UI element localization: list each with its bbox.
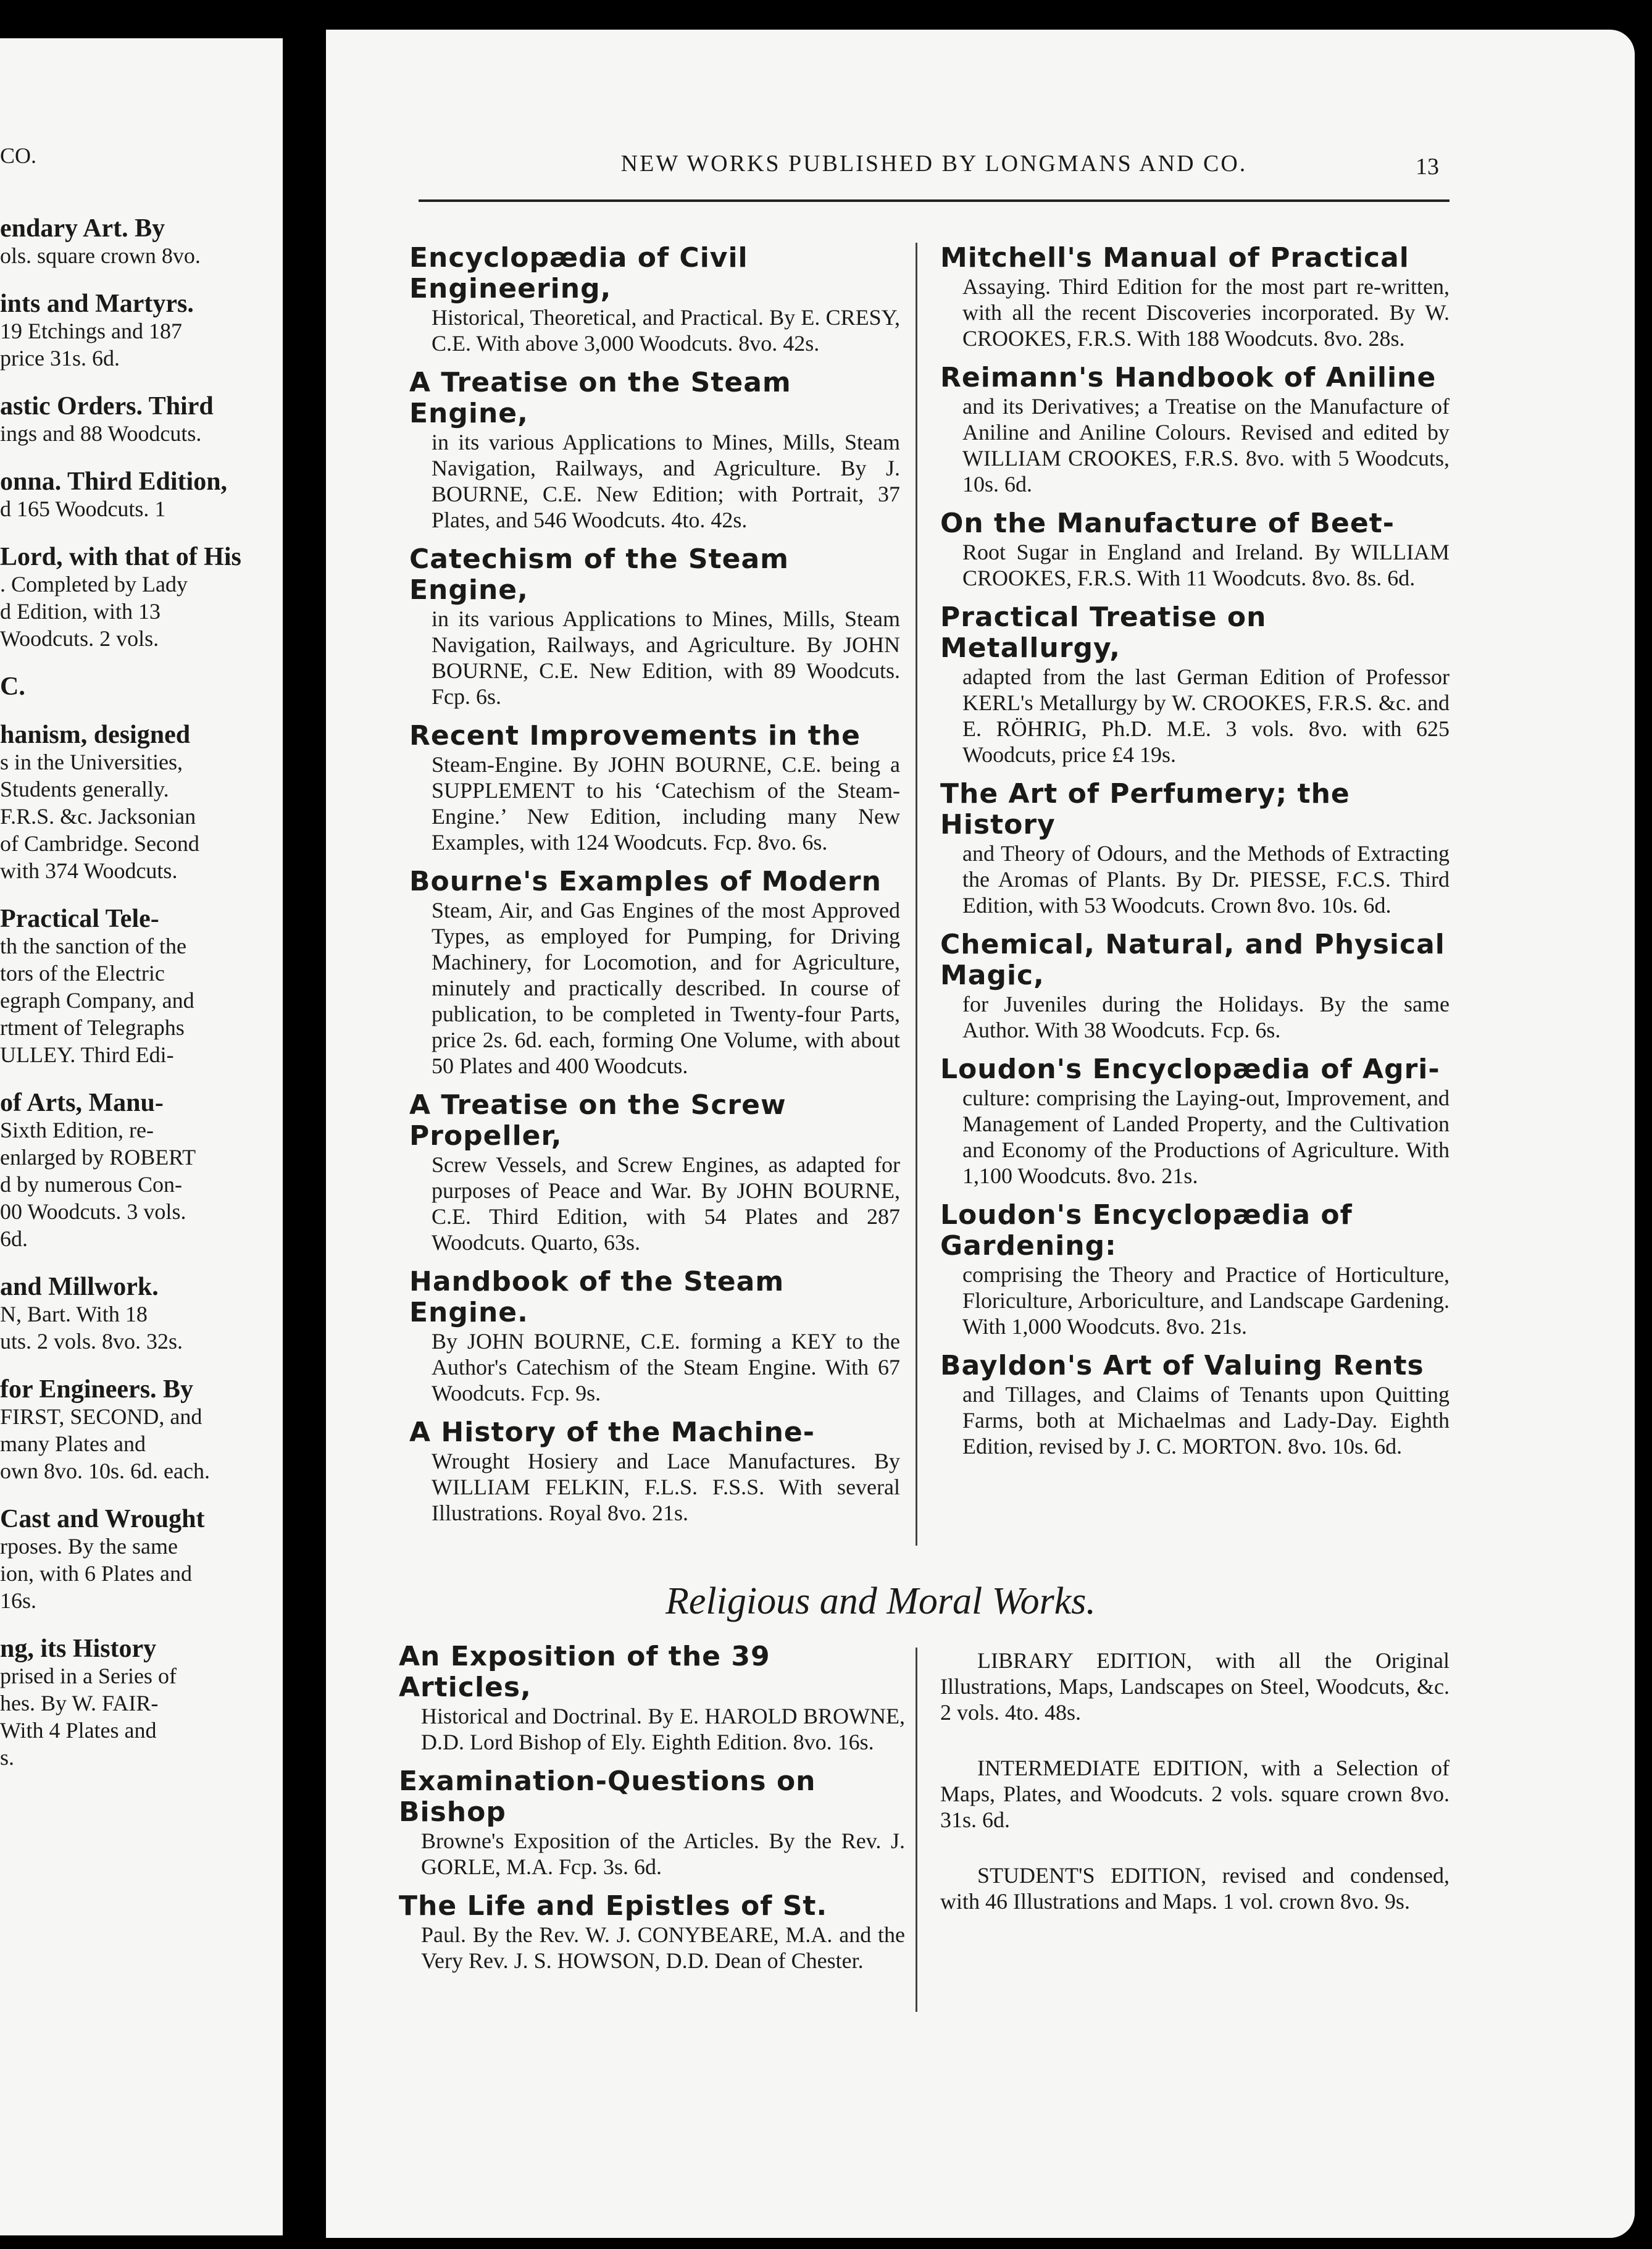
left-page-line: hanism, designed (0, 721, 191, 749)
entry-description: in its various Applications to Mines, Mills, Steam Navigation, Railways, and Agriculture. By JOHN BOURNE, C.E. New Edition, with 89 Woodcuts. Fcp. 6s. (432, 606, 900, 709)
entry-title: Loudon's Encyclopædia of Agri- (940, 1053, 1440, 1085)
book-entry (399, 1641, 905, 1755)
left-page-line: onna. Third Edition, (0, 467, 228, 496)
entry-description: adapted from the last German Edition of Professor KERL's Metallurgy by W. CROOKES, F.R.S. &c. and E. RÖHRIG, Ph.D. M.E. 3 vols. 8vo. with 625 Woodcuts, price £4 19s. (962, 664, 1450, 767)
book-entry (409, 1417, 900, 1526)
left-page-line: ULLEY. Third Edi- (0, 1042, 174, 1067)
left-page-line: d 165 Woodcuts. 1 (0, 496, 166, 521)
entry-description: in its various Applications to Mines, Mills, Steam Navigation, Railways, and Agriculture. By J. BOURNE, C.E. New Edition; with Portrait, 37 Plates, and 546 Woodcuts. 4to. 42s. (432, 430, 900, 532)
book-entry (409, 243, 900, 356)
left-page-line: ion, with 6 Plates and (0, 1561, 192, 1586)
left-page-line: hes. By W. FAIR- (0, 1691, 159, 1715)
entry-title: Bourne's Examples of Modern (409, 866, 882, 897)
book-entry (409, 1267, 900, 1406)
entry-description: and Theory of Odours, and the Methods of Extracting the Aromas of Plants. By Dr. PIESSE, F.C.S. Third Edition, with 53 Woodcuts. Crown 8vo. 10s. 6d. (962, 841, 1450, 918)
entry-title: The Life and Epistles of St. (399, 1890, 828, 1922)
entry-title: Chemical, Natural, and Physical Magic, (940, 929, 1445, 991)
book-page (326, 30, 1635, 2238)
book-entry (399, 1891, 905, 1974)
book-entry (409, 866, 900, 1079)
page-number: 13 (1416, 154, 1439, 180)
left-page-line: price 31s. 6d. (0, 346, 120, 371)
left-page-line: Sixth Edition, re- (0, 1118, 154, 1142)
entry-description: culture: comprising the Laying-out, Improvement, and Management of Landed Property, and the Cultivation and Economy of the Productions of Agriculture. With 1,100 Woodcuts. 8vo. 21s. (962, 1086, 1450, 1188)
book-entry (940, 243, 1450, 351)
left-page-line: s. (0, 1745, 15, 1770)
left-page-line: With 4 Plates and (0, 1718, 157, 1743)
left-page-line: for Engineers. By (0, 1375, 194, 1404)
edition-note: INTERMEDIATE EDITION, with a Selection of Maps, Plates, and Woodcuts. 2 vols. square crown 8vo. 31s. 6d. (940, 1756, 1450, 1832)
left-page-line: Students generally. (0, 777, 169, 802)
entry-description: and its Derivatives; a Treatise on the Manufacture of Aniline and Aniline Colours. Revised and edited by WILLIAM CROOKES, F.R.S. 8vo. with 5 Woodcuts, 10s. 6d. (962, 394, 1450, 496)
entry-title: A Treatise on the Steam Engine, (409, 367, 791, 429)
book-entry (409, 544, 900, 710)
left-page-line: tors of the Electric (0, 961, 165, 986)
book-entry (940, 362, 1450, 497)
entry-title: An Exposition of the 39 Articles, (399, 1641, 770, 1703)
entry-title: A History of the Machine- (409, 1417, 816, 1448)
entry-description: comprising the Theory and Practice of Horticulture, Floriculture, Arboriculture, and Landscape Gardening. With 1,000 Woodcuts. 8vo. 21s. (962, 1262, 1450, 1339)
left-page-line: Cast and Wrought (0, 1505, 205, 1533)
left-page-line: CO. (0, 143, 37, 168)
left-page-line: C. (0, 672, 25, 701)
edition-note: LIBRARY EDITION, with all the Original Illustrations, Maps, Landscapes on Steel, Woodcuts, &c. 2 vols. 4to. 48s. (940, 1648, 1450, 1725)
left-page-line: 16s. (0, 1588, 37, 1613)
left-page-line: own 8vo. 10s. 6d. each. (0, 1459, 210, 1483)
running-header: NEW WORKS PUBLISHED BY LONGMANS AND CO. (620, 151, 1248, 177)
book-entry (940, 929, 1450, 1043)
entry-description: Steam-Engine. By JOHN BOURNE, C.E. being a SUPPLEMENT to his ‘Catechism of the Steam-Engine.’ New Edition, including many New Examples, with 124 Woodcuts. Fcp. 8vo. 6s. (432, 752, 900, 855)
entry-description: for Juveniles during the Holidays. By the same Author. With 38 Woodcuts. Fcp. 6s. (962, 992, 1450, 1042)
entry-description: Paul. By the Rev. W. J. CONYBEARE, M.A. and the Very Rev. J. S. HOWSON, D.D. Dean of Chester. (421, 1922, 905, 1973)
book-entry (399, 1766, 905, 1880)
left-page-line: prised in a Series of (0, 1664, 177, 1688)
entry-description: Browne's Exposition of the Articles. By the Rev. J. GORLE, M.A. Fcp. 3s. 6d. (421, 1828, 905, 1879)
left-page-line: astic Orders. Third (0, 392, 214, 421)
book-entry (409, 1090, 900, 1255)
left-page-line: ols. square crown 8vo. (0, 243, 201, 268)
left-page-line: th the sanction of the (0, 934, 186, 958)
book-entry (940, 508, 1450, 591)
left-page-line: egraph Company, and (0, 988, 194, 1013)
entry-title: On the Manufacture of Beet- (940, 508, 1395, 539)
left-page-line: 19 Etchings and 187 (0, 319, 182, 343)
entry-title: Mitchell's Manual of Practical (940, 242, 1409, 274)
left-page-line: with 374 Woodcuts. (0, 858, 178, 883)
entry-title: Handbook of the Steam Engine. (409, 1266, 785, 1328)
left-page-line: FIRST, SECOND, and (0, 1404, 202, 1429)
entry-title: Catechism of the Steam Engine, (409, 543, 790, 606)
book-entry (409, 367, 900, 533)
entry-description: Steam, Air, and Gas Engines of the most Approved Types, as employed for Pumping, for Driving Machinery, for Locomotion, and for Agriculture, minutely and practically described. In course of publication, to be completed in Twenty-four Parts, price 2s. 6d. each, forming One Volume, with about 50 Plates and 400 Woodcuts. (432, 898, 900, 1078)
entry-description: Historical and Doctrinal. By E. HAROLD BROWNE, D.D. Lord Bishop of Ely. Eighth Edition. 8vo. 16s. (421, 1704, 905, 1754)
left-page-line: rposes. By the same (0, 1534, 178, 1559)
entry-title: A Treatise on the Screw Propeller, (409, 1089, 786, 1152)
left-page-line: endary Art. By (0, 214, 165, 243)
entry-title: Bayldon's Art of Valuing Rents (940, 1350, 1424, 1381)
left-page-line: 00 Woodcuts. 3 vols. (0, 1199, 186, 1224)
left-column (409, 243, 900, 1537)
entry-description: Historical, Theoretical, and Practical. By E. CRESY, C.E. With above 3,000 Woodcuts. 8vo. 42s. (432, 305, 900, 356)
religious-left-column (399, 1641, 905, 1985)
left-page-line: Woodcuts. 2 vols. (0, 626, 159, 651)
entry-description: Screw Vessels, and Screw Engines, as adapted for purposes of Peace and War. By JOHN BOURNE, C.E. Third Edition, with 54 Plates and 287 Woodcuts. Quarto, 63s. (432, 1152, 900, 1255)
left-page-line: . Completed by Lady (0, 572, 188, 597)
book-entry (940, 1054, 1450, 1189)
left-page-line: Practical Tele- (0, 905, 159, 933)
right-column (940, 243, 1450, 1470)
section-heading: Religious and Moral Works. (665, 1580, 1096, 1622)
left-page-line: ng, its History (0, 1635, 157, 1663)
left-page-line: uts. 2 vols. 8vo. 32s. (0, 1329, 183, 1354)
entry-title: Recent Improvements in the (409, 720, 861, 752)
book-entry (940, 779, 1450, 918)
column-divider-lower (916, 1648, 917, 2012)
entry-description: and Tillages, and Claims of Tenants upon Quitting Farms, both at Michaelmas and Lady-Day. Eighth Edition, revised by J. C. MORTON. 8vo. 10s. 6d. (962, 1382, 1450, 1459)
column-divider (916, 243, 917, 1546)
left-page-line: d Edition, with 13 (0, 599, 161, 624)
book-entry (940, 1200, 1450, 1339)
entry-description: By JOHN BOURNE, C.E. forming a KEY to the Author's Catechism of the Steam Engine. With 67 Woodcuts. Fcp. 9s. (432, 1329, 900, 1405)
left-page-line: N, Bart. With 18 (0, 1302, 148, 1326)
entry-description: Wrought Hosiery and Lace Manufactures. By WILLIAM FELKIN, F.L.S. F.S.S. With several Illustrations. Royal 8vo. 21s. (432, 1449, 900, 1525)
left-page-line: rtment of Telegraphs (0, 1015, 185, 1040)
left-page-line: F.R.S. &c. Jacksonian (0, 804, 196, 829)
left-page-line: s in the Universities, (0, 750, 183, 774)
header-rule (419, 199, 1450, 202)
entry-title: Practical Treatise on Metallurgy, (940, 601, 1267, 664)
book-gutter (283, 37, 326, 2237)
book-entry (409, 721, 900, 855)
left-page-line: ints and Martyrs. (0, 290, 194, 318)
left-page-line: Lord, with that of His (0, 543, 241, 571)
entry-title: Encyclopædia of Civil Engineering, (409, 242, 748, 304)
entry-title: The Art of Perfumery; the History (940, 778, 1350, 840)
left-page-line: and Millwork. (0, 1273, 159, 1301)
entry-description: Assaying. Third Edition for the most part re-written, with all the recent Discoveries incorporated. By W. CROOKES, F.R.S. With 188 Woodcuts. 8vo. 28s. (962, 274, 1450, 351)
book-entry (940, 1351, 1450, 1459)
left-page-line: ings and 88 Woodcuts. (0, 421, 202, 446)
religious-right-column (940, 1648, 1450, 1944)
book-entry (940, 602, 1450, 768)
left-page-fragment (0, 38, 283, 2235)
entry-title: Loudon's Encyclopædia of Gardening: (940, 1199, 1353, 1262)
edition-note: STUDENT'S EDITION, revised and condensed, with 46 Illustrations and Maps. 1 vol. crown 8vo. 9s. (940, 1863, 1450, 1914)
left-page-line: many Plates and (0, 1431, 146, 1456)
left-page-line: 6d. (0, 1226, 28, 1251)
left-page-line: d by numerous Con- (0, 1172, 182, 1197)
left-page-line: of Cambridge. Second (0, 831, 199, 856)
entry-description: Root Sugar in England and Ireland. By WILLIAM CROOKES, F.R.S. With 11 Woodcuts. 8vo. 8s. 6d. (962, 540, 1450, 590)
left-page-line: enlarged by ROBERT (0, 1145, 196, 1170)
left-page-line: of Arts, Manu- (0, 1089, 164, 1117)
entry-title: Reimann's Handbook of Aniline (940, 362, 1437, 393)
entry-title: Examination-Questions on Bishop (399, 1765, 816, 1828)
